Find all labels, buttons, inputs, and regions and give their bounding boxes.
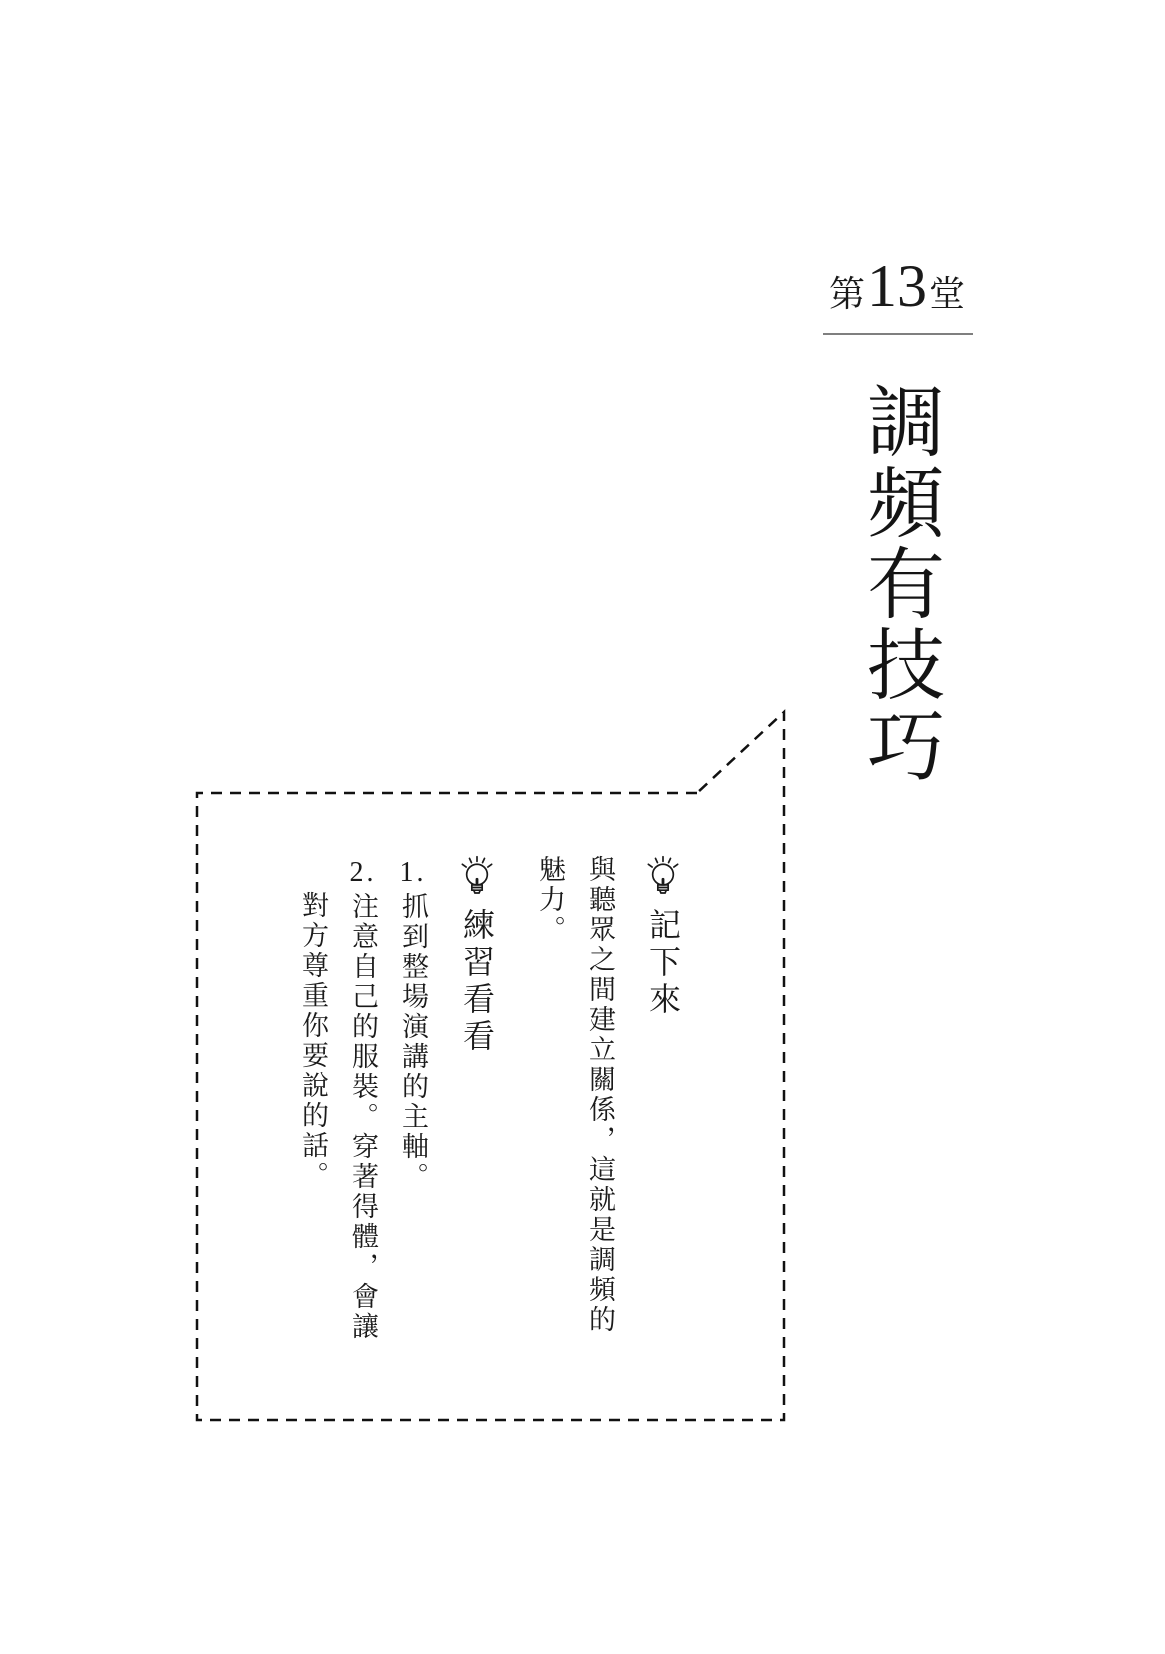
header-rule — [823, 333, 973, 335]
callout-border-path — [197, 712, 784, 1420]
practice-item-1-text: 抓到整場演講的主軸。 — [398, 892, 428, 1192]
lightbulb-icon — [644, 852, 682, 899]
remember-body-line-1: 與聽眾之間建立關係，這就是調頻的 — [585, 855, 615, 1335]
lesson-number: 13 — [867, 253, 927, 319]
lesson-suffix: 堂 — [929, 274, 966, 314]
practice-item-2-line-2: 對方尊重你要說的話。 — [298, 891, 328, 1191]
practice-item-2-line-1: 注意自己的服裝。穿著得體，會讓 — [348, 892, 378, 1342]
remember-heading-text: 記下來 — [645, 908, 681, 1019]
section-remember-heading — [644, 852, 682, 1019]
section-practice-heading — [458, 852, 496, 1056]
practice-item-1 — [398, 857, 428, 1192]
lesson-header — [812, 252, 982, 321]
practice-item-1-number: 1. — [399, 857, 427, 888]
lesson-prefix: 第 — [828, 274, 865, 314]
chapter-title: 調頻有技巧 — [856, 381, 943, 786]
practice-heading-text: 練習看看 — [459, 908, 495, 1056]
practice-item-2-number: 2. — [349, 857, 377, 888]
practice-item-2 — [348, 857, 378, 1342]
remember-body-line-2: 魅力。 — [535, 855, 565, 945]
lightbulb-icon — [458, 852, 496, 899]
